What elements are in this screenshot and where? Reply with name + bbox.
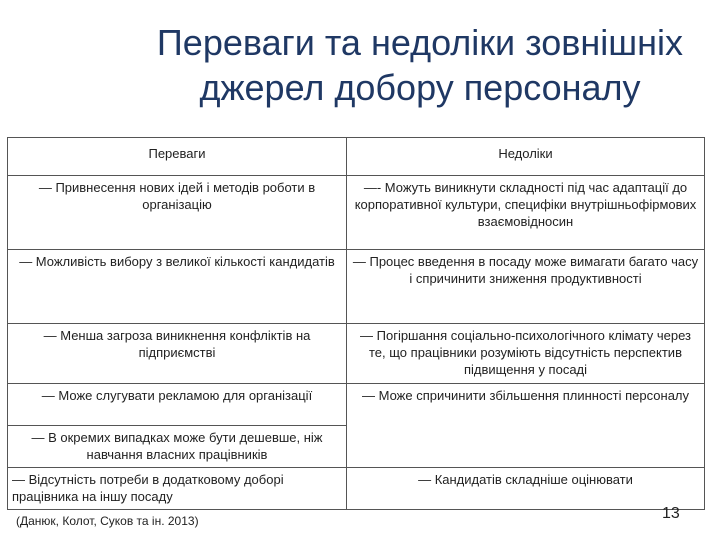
table-row: [8, 324, 705, 384]
disadvantage-cell: — Процес введення в посаду може вимагати багато часу і спричинити зниження продуктивності: [347, 250, 705, 324]
advantage-cell: — Відсутність потреби в додатковому доборі працівника на іншу посаду: [8, 468, 347, 510]
advantage-cell: — В окремих випадках може бути дешевше, ніж навчання власних працівників: [8, 426, 347, 468]
disadvantage-cell: — Може спричинити збільшення плинності персоналу: [347, 384, 705, 426]
pros-cons-table: [7, 137, 705, 510]
advantage-cell: — Привнесення нових ідей і методів роботи в організацію: [8, 176, 347, 250]
slide-title: [130, 20, 710, 110]
source-citation: (Данюк, Колот, Суков та ін. 2013): [16, 514, 199, 528]
disadvantage-cell: [347, 426, 705, 468]
table-row: [8, 250, 705, 324]
table-row: [8, 468, 705, 510]
table-row: [8, 384, 705, 426]
header-advantages: Переваги: [8, 138, 347, 176]
table-header-row: [8, 138, 705, 176]
table-row: [8, 176, 705, 250]
advantage-cell: — Може слугувати рекламою для організації: [8, 384, 347, 426]
slide-title-line-2: джерел добору персоналу: [199, 67, 641, 108]
advantage-cell: — Можливість вибору з великої кількості кандидатів: [8, 250, 347, 324]
advantage-cell: — Менша загроза виникнення конфліктів на підприємстві: [8, 324, 347, 384]
disadvantage-cell: — Кандидатів складніше оцінювати: [347, 468, 705, 510]
page-number: 13: [662, 505, 680, 522]
header-disadvantages: Недоліки: [347, 138, 705, 176]
disadvantage-cell: —- Можуть виникнути складності під час адаптації до корпоративної культури, специфіки внутрішньофірмових взаємовідносин: [347, 176, 705, 250]
disadvantage-cell: — Погіршання соціально-психологічного клімату через те, що працівники розуміють відсутність перспектив підвищення у посаді: [347, 324, 705, 384]
table-row: [8, 426, 705, 468]
slide-title-line-1: Переваги та недоліки зовнішніх: [156, 22, 684, 63]
